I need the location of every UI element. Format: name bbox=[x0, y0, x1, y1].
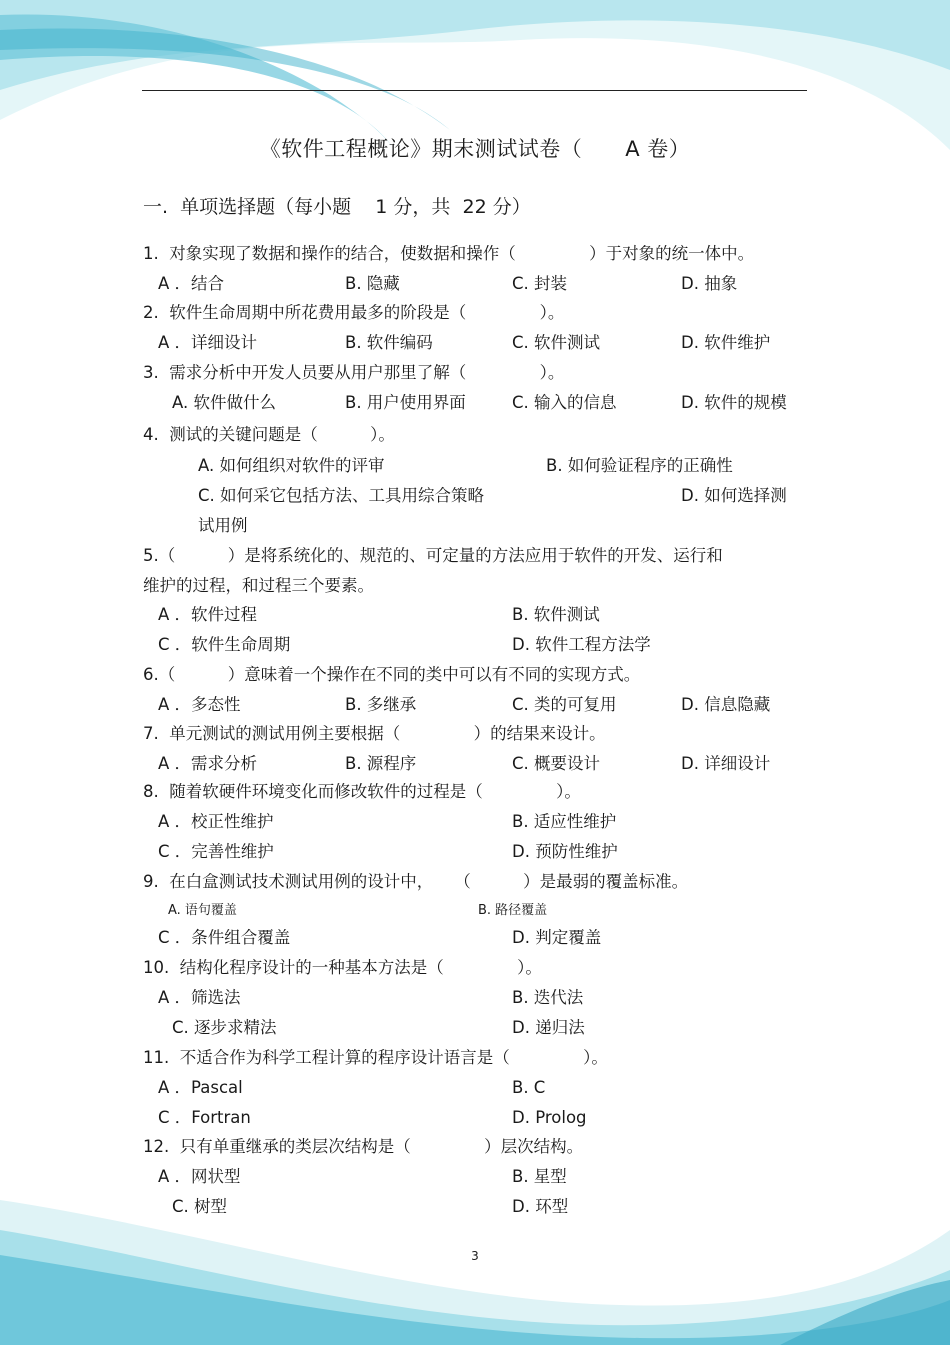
question-3-stem: 3. 需求分析中开发人员要从用户那里了解（ ）。 bbox=[143, 363, 565, 382]
question-11-stem: 11. 不适合作为科学工程计算的程序设计语言是（ ）。 bbox=[143, 1048, 608, 1067]
question-11-option-d: D. Prolog bbox=[512, 1108, 587, 1127]
question-7-option-b: B. 源程序 bbox=[345, 754, 417, 773]
section-heading: 一. 单项选择题（每小题 1 分，共 22 分） bbox=[143, 196, 531, 218]
question-9-option-a: A. 语句覆盖 bbox=[168, 903, 237, 918]
question-5-stem-continuation: 维护的过程，和过程三个要素。 bbox=[143, 576, 374, 595]
question-4-option-c: C. 如何采它包括方法、工具用综合策略 bbox=[198, 486, 485, 505]
question-1-option-d: D. 抽象 bbox=[681, 274, 738, 293]
question-2-option-a: A ．详细设计 bbox=[158, 333, 258, 352]
question-4-option-d: D. 如何选择测 bbox=[681, 486, 787, 505]
header-rule bbox=[142, 90, 807, 91]
question-7-option-c: C. 概要设计 bbox=[512, 754, 601, 773]
question-6-option-a: A ．多态性 bbox=[158, 695, 241, 714]
page-number: 3 bbox=[471, 1249, 479, 1263]
question-5-option-d: D. 软件工程方法学 bbox=[512, 635, 651, 654]
question-9-option-c: C ．条件组合覆盖 bbox=[158, 928, 291, 947]
question-3-option-a: A. 软件做什么 bbox=[172, 393, 276, 412]
question-9-stem: 9. 在白盒测试技术测试用例的设计中， （ ）是最弱的覆盖标准。 bbox=[143, 872, 689, 891]
question-12-option-d: D. 环型 bbox=[512, 1197, 569, 1216]
question-3-option-b: B. 用户使用界面 bbox=[345, 393, 466, 412]
question-3-option-c: C. 输入的信息 bbox=[512, 393, 617, 412]
question-10-option-c: C. 逐步求精法 bbox=[172, 1018, 277, 1037]
question-2-option-c: C. 软件测试 bbox=[512, 333, 601, 352]
question-5-stem: 5.（ ）是将系统化的、规范的、可定量的方法应用于软件的开发、运行和 bbox=[143, 546, 723, 565]
question-2-option-d: D. 软件维护 bbox=[681, 333, 771, 352]
question-3-option-d: D. 软件的规模 bbox=[681, 393, 787, 412]
question-12-option-b: B. 星型 bbox=[512, 1167, 567, 1186]
question-4-option-d-continuation: 试用例 bbox=[198, 516, 248, 535]
question-1-option-b: B. 隐藏 bbox=[345, 274, 400, 293]
question-1-option-c: C. 封装 bbox=[512, 274, 568, 293]
question-1-stem: 1. 对象实现了数据和操作的结合，使数据和操作（ ）于对象的统一体中。 bbox=[143, 244, 755, 263]
question-11-option-b: B. C bbox=[512, 1078, 546, 1097]
question-5-option-c: C ．软件生命周期 bbox=[158, 635, 291, 654]
question-4-option-a: A. 如何组织对软件的评审 bbox=[198, 456, 385, 475]
question-10-option-b: B. 迭代法 bbox=[512, 988, 584, 1007]
question-10-option-d: D. 递归法 bbox=[512, 1018, 585, 1037]
question-2-option-b: B. 软件编码 bbox=[345, 333, 433, 352]
question-6-option-b: B. 多继承 bbox=[345, 695, 417, 714]
question-6-option-d: D. 信息隐藏 bbox=[681, 695, 771, 714]
question-7-option-d: D. 详细设计 bbox=[681, 754, 771, 773]
question-7-option-a: A ．需求分析 bbox=[158, 754, 258, 773]
question-2-stem: 2. 软件生命周期中所花费用最多的阶段是（ ）。 bbox=[143, 303, 565, 322]
question-11-option-a: A ．Pascal bbox=[158, 1078, 243, 1097]
question-5-option-a: A ．软件过程 bbox=[158, 605, 258, 624]
question-10-option-a: A ．筛选法 bbox=[158, 988, 241, 1007]
question-5-option-b: B. 软件测试 bbox=[512, 605, 600, 624]
question-12-stem: 12. 只有单重继承的类层次结构是（ ）层次结构。 bbox=[143, 1137, 584, 1156]
question-6-option-c: C. 类的可复用 bbox=[512, 695, 617, 714]
question-8-stem: 8. 随着软硬件环境变化而修改软件的过程是（ ）。 bbox=[143, 782, 581, 801]
question-9-option-d: D. 判定覆盖 bbox=[512, 928, 602, 947]
question-9-option-b: B. 路径覆盖 bbox=[478, 903, 548, 918]
question-4-option-b: B. 如何验证程序的正确性 bbox=[546, 456, 733, 475]
question-12-option-c: C. 树型 bbox=[172, 1197, 228, 1216]
question-6-stem: 6.（ ）意味着一个操作在不同的类中可以有不同的实现方式。 bbox=[143, 665, 641, 684]
page-title: 《软件工程概论》期末测试试卷（ A 卷） bbox=[259, 137, 691, 161]
question-8-option-c: C ．完善性维护 bbox=[158, 842, 274, 861]
question-4-stem: 4. 测试的关键问题是（ ）。 bbox=[143, 425, 395, 444]
question-11-option-c: C ．Fortran bbox=[158, 1108, 251, 1127]
question-8-option-a: A ．校正性维护 bbox=[158, 812, 274, 831]
question-7-stem: 7. 单元测试的测试用例主要根据（ ）的结果来设计。 bbox=[143, 724, 606, 743]
question-1-option-a: A ．结合 bbox=[158, 274, 225, 293]
question-8-option-b: B. 适应性维护 bbox=[512, 812, 617, 831]
question-10-stem: 10. 结构化程序设计的一种基本方法是（ ）。 bbox=[143, 958, 542, 977]
question-12-option-a: A ．网状型 bbox=[158, 1167, 241, 1186]
question-8-option-d: D. 预防性维护 bbox=[512, 842, 618, 861]
